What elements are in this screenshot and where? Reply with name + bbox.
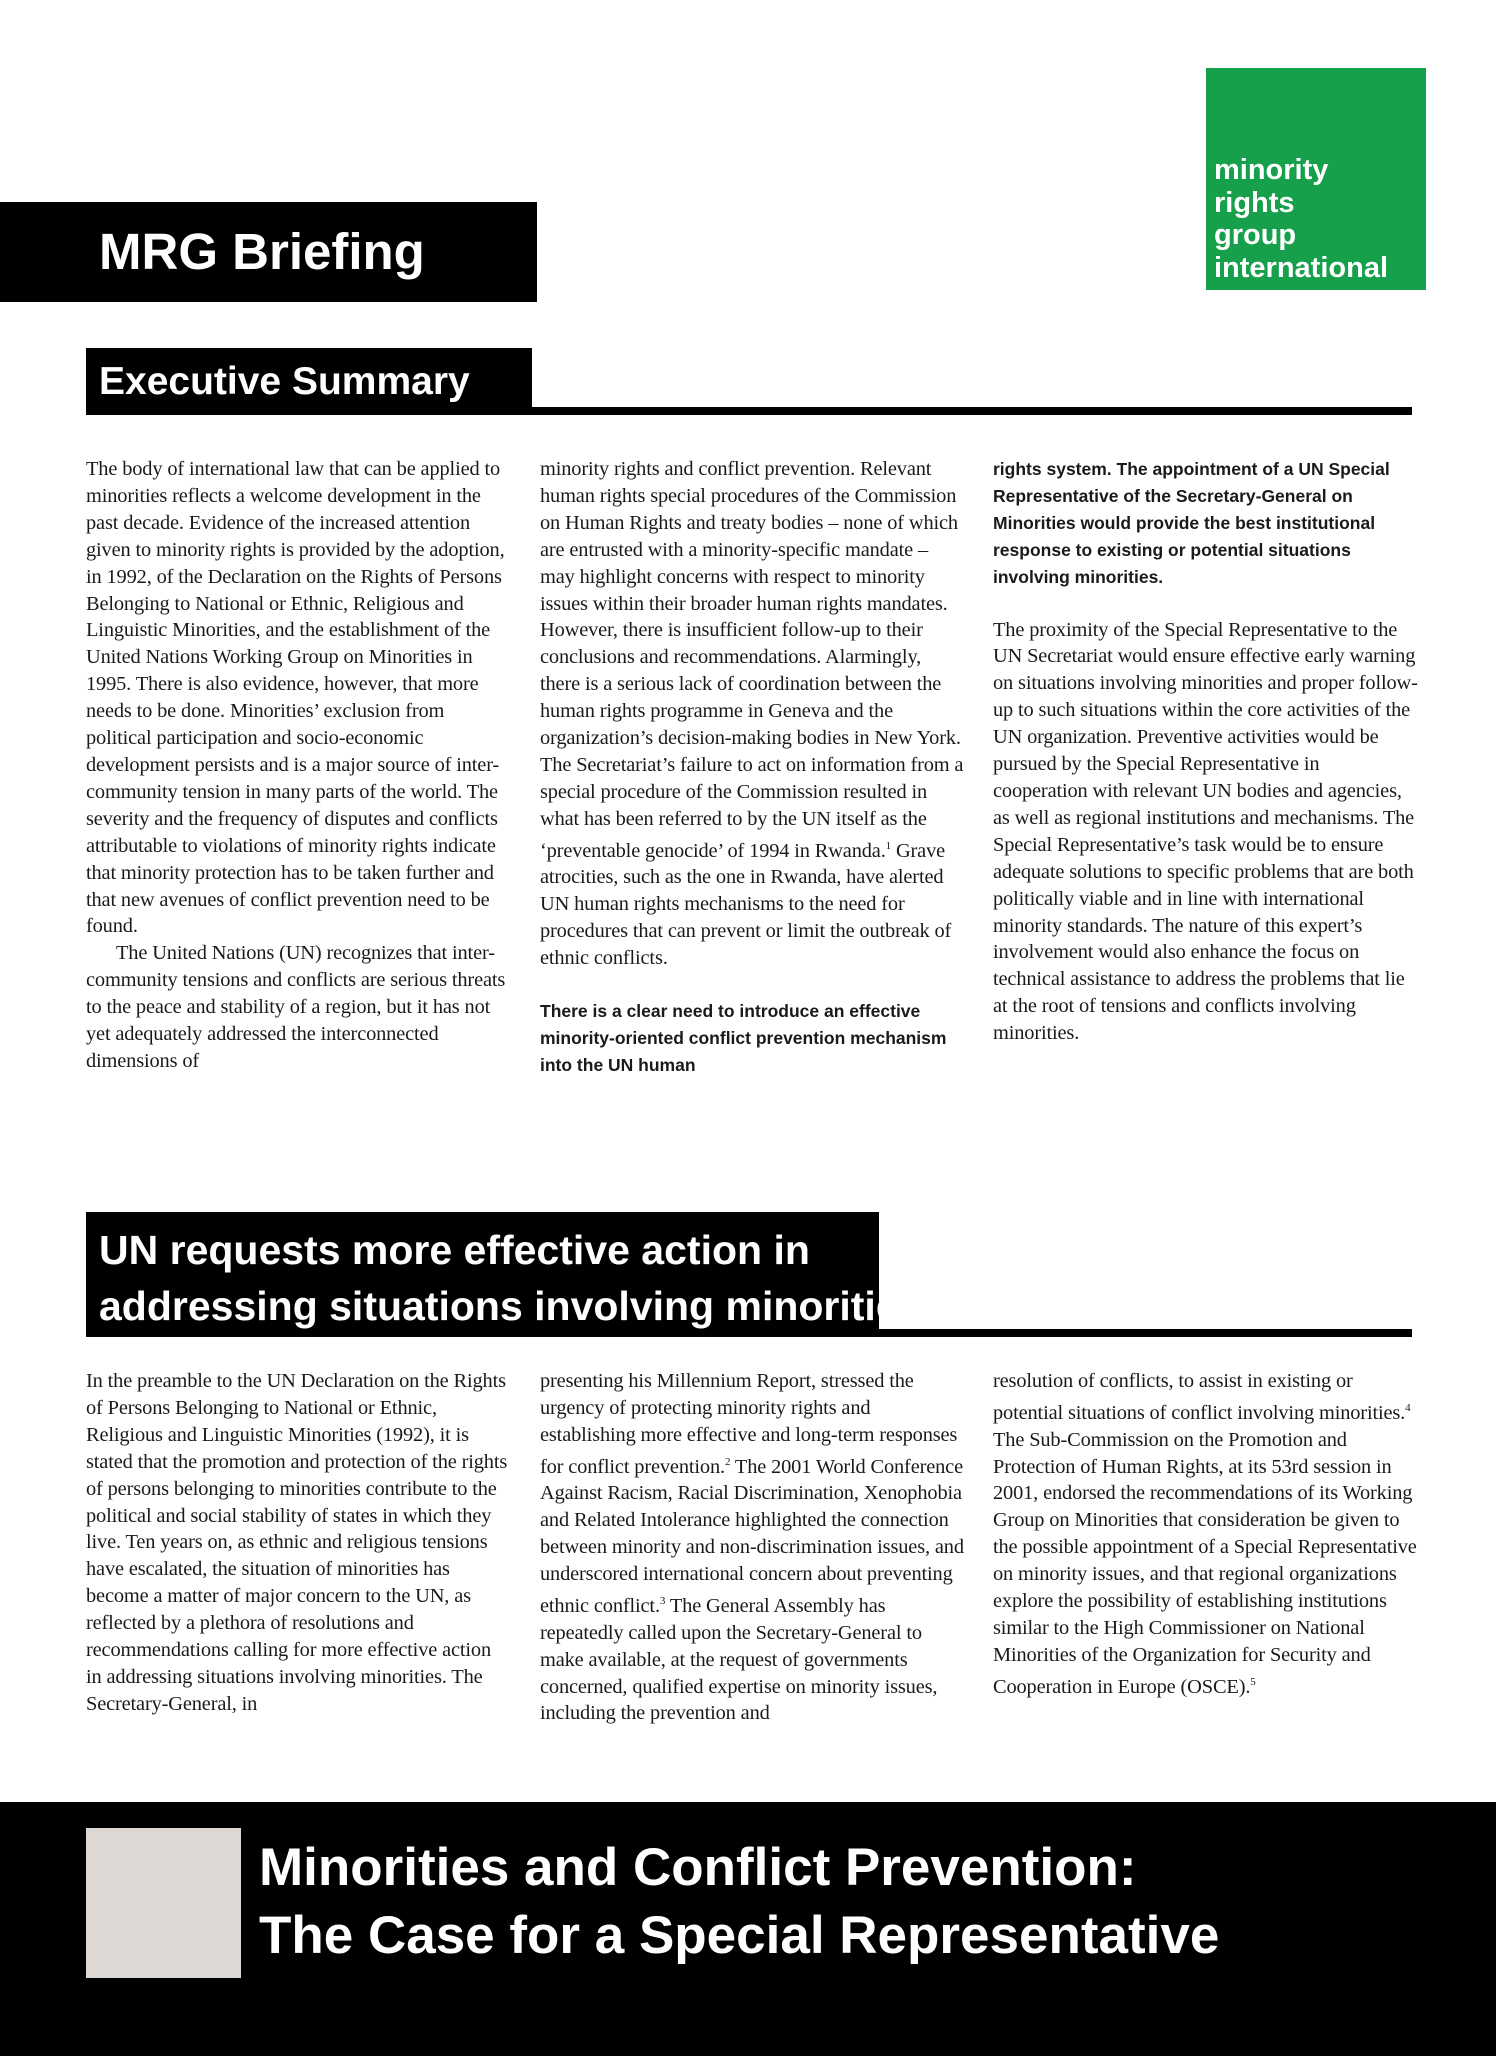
exec-bold-paragraph: There is a clear need to introduce an effective minority-oriented conflict prevention mechanism into the UN human xyxy=(540,1001,947,1075)
section-rule xyxy=(86,407,1412,415)
footnote-ref: 5 xyxy=(1250,1675,1256,1688)
un-text: resolution of conflicts, to assist in existing or potential situations of conflict involving minorities. xyxy=(993,1370,1406,1424)
un-paragraph xyxy=(540,1368,965,1727)
logo-line-rights: rights xyxy=(1214,186,1295,219)
exec-column-1 xyxy=(86,456,511,1075)
decorative-square xyxy=(86,1828,241,1978)
footnote-ref: 1 xyxy=(885,839,892,852)
logo-line-group: group xyxy=(1214,219,1297,251)
un-column-1 xyxy=(86,1368,511,1718)
un-heading-line-2: addressing situations involving minorities xyxy=(99,1283,922,1329)
un-column-3 xyxy=(993,1368,1418,1700)
logo-line-minority: minority xyxy=(1214,154,1329,186)
un-text: presenting his Millennium Report, stressed the urgency of protecting minority rights and establishing more effective and long-term responses for conflict prevention. xyxy=(540,1370,958,1478)
section-rule xyxy=(86,1329,1412,1337)
un-paragraph xyxy=(993,1368,1418,1700)
un-text: The 2001 World Conference Against Racism, Racial Discrimination, Xenophobia and Related Intolerance highlighted the connection between minority and non-discrimination issues, and underscored international concern about preventing ethnic conflict. xyxy=(540,1455,964,1617)
un-section-heading xyxy=(86,1212,922,1337)
exec-column-2 xyxy=(540,456,965,1079)
exec-text: Grave atrocities, such as the one in Rwanda, have alerted UN human rights mechanisms to the need for procedures that can prevent or limit the outbreak of ethnic conflicts. xyxy=(540,839,952,970)
exec-paragraph: The body of international law that can be applied to minorities reflects a welcome development in the past decade. Evidence of the increased attention given to minority rights is provided by the adoption, in 1992, of the Declaration on the Rights of Persons Belonging to National or Ethnic, Religious and Linguistic Minorities, and the establishment of the United Nations Working Group on Minorities in 1995. There is also evidence, however, that more needs to be done. Minorities’ exclusion from political participation and socio-economic development persists and is a major source of inter-community tension in many parts of the world. The severity and the frequency of disputes and conflicts attributable to violations of minority rights indicate that minority protection has to be taken further and that new avenues of conflict prevention need to be found. xyxy=(86,458,505,938)
exec-paragraph: The United Nations (UN) recognizes that inter-community tensions and conflicts are serious threats to the peace and stability of a region, but it has not yet adequately addressed the interconnected dimensions of xyxy=(86,942,506,1072)
exec-paragraph xyxy=(540,456,965,972)
exec-text: minority rights and conflict prevention. Relevant human rights special procedures of the Commission on Human Rights and treaty bodies – none of which are entrusted with a minority-specific mandate – may highlight concerns with respect to minority issues within their broader human rights mandates. However, there is insufficient follow-up to their conclusions and recommendations. Alarmingly, there is a serious lack of coordination between the human rights programme in Geneva and the organization’s decision-making bodies in New York. The Secretariat’s failure to act on information from a special procedure of the Commission resulted in what has been referred to by the UN itself as the ‘preventable genocide’ of 1994 in Rwanda. xyxy=(540,458,964,862)
exec-bold-paragraph: rights system. The appointment of a UN Special Representative of the Secretary-General on Minorities would provide the best institutional response to existing or potential situations involving minorities. xyxy=(993,459,1390,587)
un-text: The General Assembly has repeatedly called upon the Secretary-General to make available, at the request of governments concerned, qualified expertise on minority issues, including the prevention and xyxy=(540,1594,938,1725)
footnote-ref: 3 xyxy=(659,1595,666,1608)
briefing-label: MRG Briefing xyxy=(0,202,537,302)
un-column-2 xyxy=(540,1368,965,1727)
footnote-ref: 4 xyxy=(1405,1401,1411,1414)
report-title-line-1: Minorities and Conflict Prevention: xyxy=(259,1838,1137,1897)
un-heading-line-1: UN requests more effective action in xyxy=(99,1227,810,1273)
exec-paragraph: The proximity of the Special Representative to the UN Secretariat would ensure effective early warning on situations involving minorities and proper follow-up to such situations within the core activities of the UN organization. Preventive activities would be pursued by the Special Representative in cooperation with relevant UN bodies and agencies, as well as regional institutions and mechanisms. The Special Representative’s task would be to ensure adequate solutions to specific problems that are both politically viable and in line with international minority standards. The nature of this expert’s involvement would also enhance the focus on technical assistance to address the problems that lie at the root of tensions and conflicts involving minorities. xyxy=(993,618,1418,1045)
un-paragraph: In the preamble to the UN Declaration on the Rights of Persons Belonging to National or Ethnic, Religious and Linguistic Minorities (1992), it is stated that the promotion and protection of the rights of persons belonging to minorities contribute to the political and social stability of states in which they live. Ten years on, as ethnic and religious tensions have escalated, the situation of minorities has become a matter of major concern to the UN, as reflected by a plethora of resolutions and recommendations calling for more effective action in addressing situations involving minorities. The Secretary-General, in xyxy=(86,1370,508,1715)
mrg-logo xyxy=(1206,68,1426,290)
report-title xyxy=(259,1834,1219,1970)
report-title-line-2: The Case for a Special Representative xyxy=(259,1906,1220,1965)
un-text: The Sub-Commission on the Promotion and Protection of Human Rights, at its 53rd session in 2001, endorsed the recommendations of its Working Group on Minorities that consideration be given to the possible appointment of a Special Representative on minority issues, and that regional organizations explore the possibility of establishing institutions similar to the High Commissioner on National Minorities of the Organization for Security and Cooperation in Europe (OSCE). xyxy=(993,1428,1417,1698)
footnote-ref: 2 xyxy=(724,1455,731,1468)
executive-summary-heading: Executive Summary xyxy=(86,348,532,415)
exec-column-3 xyxy=(993,456,1418,1047)
logo-line-international: international xyxy=(1214,251,1389,284)
